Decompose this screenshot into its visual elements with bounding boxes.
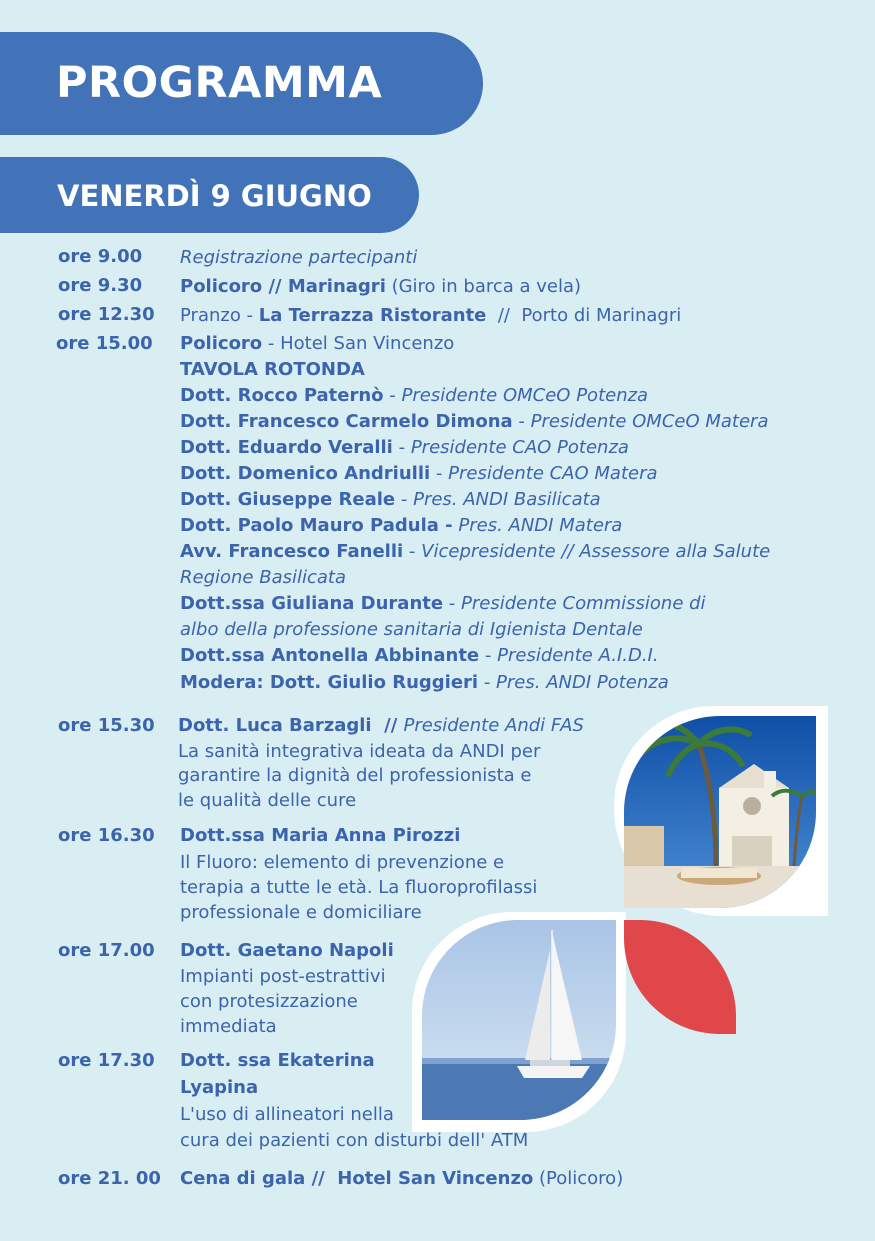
speaker-name: Dott.ssa Antonella Abbinante xyxy=(180,645,480,666)
time-1730: ore 17.30 xyxy=(58,1050,155,1071)
boat-tour-place: Policoro // Marinagri xyxy=(180,276,386,297)
roundtable-hotel: - Hotel San Vincenzo xyxy=(262,333,455,354)
speaker-role: Presidente CAO Potenza xyxy=(410,437,629,458)
sailboat-illustration xyxy=(422,920,616,1120)
speaker-row xyxy=(180,437,629,458)
pirozzi-desc-2: terapia a tutte le età. La fluoroprofilassi xyxy=(180,877,538,898)
speaker-sep: - xyxy=(430,463,449,484)
page-title: PROGRAMMA xyxy=(56,58,383,108)
lyapina-desc-1: L'uso di allineatori nella xyxy=(180,1104,394,1125)
moderator-name: Modera: Dott. Giulio Ruggieri xyxy=(180,672,479,693)
speaker-name: Dott. Domenico Andriulli xyxy=(180,463,431,484)
speaker-sep: - xyxy=(392,437,411,458)
lunch-port: // Porto di Marinagri xyxy=(486,305,682,326)
moderator-sep: - xyxy=(478,672,497,693)
speaker-name: Dott.ssa Giuliana Durante xyxy=(180,593,444,614)
barzagli-desc-3: le qualità delle cure xyxy=(178,790,357,811)
napoli-desc-3: immediata xyxy=(180,1016,277,1037)
speaker-sep: - xyxy=(383,385,402,406)
pirozzi-desc-1: Il Fluoro: elemento di prevenzione e xyxy=(180,852,505,873)
speaker-role: Pres. ANDI Matera xyxy=(458,515,623,536)
speaker-role: Vicepresidente // Assessore alla Salute xyxy=(421,541,771,562)
napoli-name: Dott. Gaetano Napoli xyxy=(180,940,394,961)
speaker-role: Pres. ANDI Basilicata xyxy=(413,489,601,510)
time-1630: ore 16.30 xyxy=(58,825,155,846)
speaker-row xyxy=(180,515,622,536)
speaker-role: Presidente A.I.D.I. xyxy=(497,645,659,666)
napoli-desc-2: con protesizzazione xyxy=(180,991,358,1012)
boat-tour-note: (Giro in barca a vela) xyxy=(385,276,582,297)
moderator-role: Pres. ANDI Potenza xyxy=(496,672,669,693)
speaker-role: Presidente CAO Matera xyxy=(448,463,658,484)
time-1230: ore 12.30 xyxy=(58,304,155,325)
time-1700: ore 17.00 xyxy=(58,940,155,961)
speaker-row xyxy=(180,489,601,510)
barzagli-sep: // xyxy=(371,715,404,736)
time-900: ore 9.00 xyxy=(58,246,143,267)
lyapina-name-1: Dott. ssa Ekaterina xyxy=(180,1050,375,1071)
speaker-row xyxy=(180,411,768,432)
barzagli-name: Dott. Luca Barzagli xyxy=(178,715,372,736)
speaker-row xyxy=(180,463,658,484)
time-2100: ore 21. 00 xyxy=(58,1168,161,1189)
lunch-pre: Pranzo - xyxy=(180,305,259,326)
red-accent-shape xyxy=(624,920,736,1034)
barzagli-role: Presidente Andi FAS xyxy=(403,715,584,736)
pirozzi-name: Dott.ssa Maria Anna Pirozzi xyxy=(180,825,461,846)
registration-text: Registrazione partecipanti xyxy=(180,247,418,268)
church-illustration xyxy=(624,716,816,908)
gala-note: (Policoro) xyxy=(533,1168,624,1189)
pirozzi-desc-3: professionale e domiciliare xyxy=(180,902,422,923)
sailboat-photo xyxy=(422,920,616,1120)
gala-event: Cena di gala xyxy=(180,1168,306,1189)
gala-place: Hotel San Vincenzo xyxy=(337,1168,534,1189)
boat-tour-line xyxy=(180,276,581,297)
speaker-durante xyxy=(180,593,706,614)
date-banner xyxy=(0,157,419,233)
speaker-abbinante xyxy=(180,645,659,666)
speaker-sep: - xyxy=(479,645,498,666)
speaker-name: Dott. Rocco Paternò xyxy=(180,385,384,406)
time-930: ore 9.30 xyxy=(58,275,143,296)
church-photo xyxy=(624,716,816,908)
speaker-sep: - xyxy=(403,541,422,562)
speaker-sep: - xyxy=(443,593,462,614)
title-banner xyxy=(0,32,483,135)
lunch-place: La Terrazza Ristorante xyxy=(258,305,487,326)
barzagli-line xyxy=(178,715,584,736)
barzagli-desc-2: garantire la dignità del professionista e xyxy=(178,765,532,786)
lyapina-name-2: Lyapina xyxy=(180,1077,259,1098)
moderator xyxy=(180,672,669,693)
gala-dinner-line xyxy=(180,1168,623,1189)
speaker-name: Dott. Francesco Carmelo Dimona xyxy=(180,411,513,432)
speaker-role: Presidente Commissione di xyxy=(461,593,706,614)
fanelli-role-cont: Regione Basilicata xyxy=(180,567,346,588)
lunch-line xyxy=(180,305,681,326)
lyapina-desc-2: cura dei pazienti con disturbi dell' ATM xyxy=(180,1130,529,1151)
speaker-name: Dott. Paolo Mauro Padula - xyxy=(180,515,453,536)
gala-sep: // xyxy=(305,1168,338,1189)
roundtable-place: Policoro xyxy=(180,333,263,354)
speaker-name: Avv. Francesco Fanelli xyxy=(180,541,404,562)
speaker-role: Presidente OMCeO Potenza xyxy=(401,385,649,406)
speaker-row xyxy=(180,541,770,562)
speaker-name: Dott. Eduardo Veralli xyxy=(180,437,393,458)
barzagli-desc-1: La sanità integrativa ideata da ANDI per xyxy=(178,741,541,762)
speaker-sep: - xyxy=(512,411,531,432)
napoli-desc-1: Impianti post-estrattivi xyxy=(180,966,386,987)
date-heading: VENERDÌ 9 GIUGNO xyxy=(57,179,372,213)
time-1530: ore 15.30 xyxy=(58,715,155,736)
speaker-role: Presidente OMCeO Matera xyxy=(530,411,769,432)
speaker-sep: - xyxy=(395,489,414,510)
time-1500: ore 15.00 xyxy=(56,333,153,354)
durante-role-cont: albo della professione sanitaria di Igienista Dentale xyxy=(180,619,643,640)
roundtable-location xyxy=(180,333,454,354)
speaker-row xyxy=(180,385,648,406)
speaker-name: Dott. Giuseppe Reale xyxy=(180,489,396,510)
roundtable-heading: TAVOLA ROTONDA xyxy=(180,359,365,380)
